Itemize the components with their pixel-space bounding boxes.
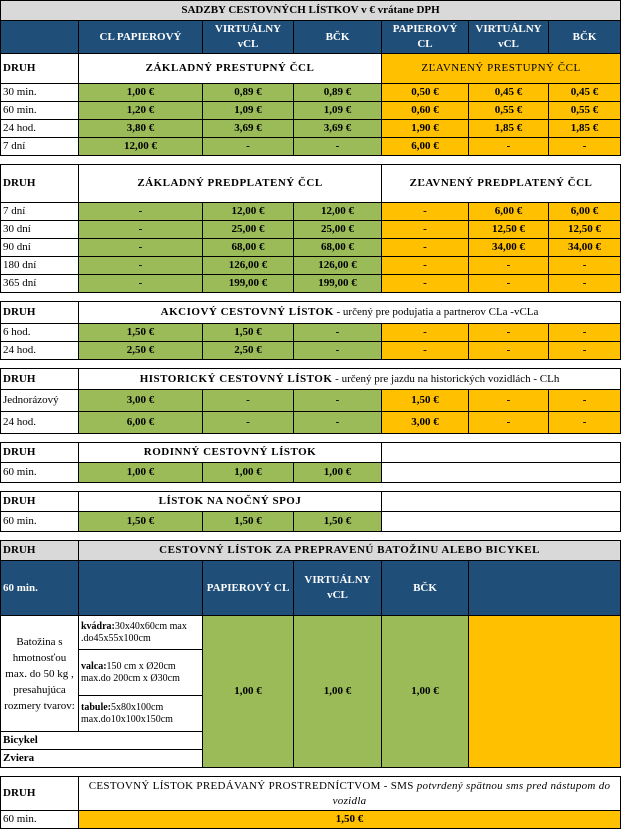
luggage-kvadra xyxy=(79,616,203,650)
section-historic xyxy=(79,369,621,390)
empty-cell xyxy=(382,512,621,532)
price-cell: 12,50 € xyxy=(469,221,549,239)
price-cell: - xyxy=(469,324,549,342)
historic-title: HISTORICKÝ CESTOVNÝ LÍSTOK xyxy=(139,372,333,385)
luggage-price-bck: 1,00 € xyxy=(382,616,469,768)
price-cell: 12,00 € xyxy=(203,203,294,221)
table-row xyxy=(1,342,621,360)
price-cell: - xyxy=(79,275,203,293)
price-cell: 3,80 € xyxy=(79,120,203,138)
luggage-header-bck: BČK xyxy=(382,561,469,616)
kvadra-text: 30x40x60cm max .do45x55x100cm xyxy=(81,620,187,644)
spacer xyxy=(1,483,621,492)
price-cell: 199,00 € xyxy=(294,275,382,293)
tabule-text: 5x80x100cm max.do10x100x150cm xyxy=(81,701,173,725)
tabule-label: tabule: xyxy=(81,701,111,713)
sms-note: potvrdený spätnou sms pred nástupom do vozidla xyxy=(332,779,611,807)
price-cell: 199,00 € xyxy=(203,275,294,293)
price-cell: 3,00 € xyxy=(79,390,203,412)
price-cell: 1,00 € xyxy=(79,463,203,483)
price-cell: - xyxy=(79,257,203,275)
historic-subtitle: - určený pre jazdu na historických vozidlách - CLh xyxy=(332,372,560,385)
header-empty xyxy=(79,561,203,616)
table-row xyxy=(1,257,621,275)
price-cell: 1,00 € xyxy=(294,463,382,483)
header-virtual: VIRTUÁLNY vCL xyxy=(203,21,294,54)
price-cell: - xyxy=(382,221,469,239)
sms-title: CESTOVNÝ LÍSTOK PREDÁVANÝ PROSTREDNÍCTVOM - SMS xyxy=(88,779,414,792)
price-cell: 126,00 € xyxy=(294,257,382,275)
price-cell: 3,69 € xyxy=(294,120,382,138)
header-empty xyxy=(1,21,79,54)
luggage-description: Batožina s hmotnosťou max. do 50 kg , presahujúca rozmery tvarov: xyxy=(1,616,79,732)
price-cell: 0,60 € xyxy=(382,102,469,120)
section-sms xyxy=(79,777,621,811)
table-row xyxy=(1,120,621,138)
spacer xyxy=(1,434,621,443)
price-cell: 2,50 € xyxy=(79,342,203,360)
price-cell: - xyxy=(469,412,549,434)
price-cell: - xyxy=(469,342,549,360)
price-cell: - xyxy=(469,275,549,293)
table-row xyxy=(1,275,621,293)
section-base-transfer: ZÁKLADNÝ PRESTUPNÝ ČCL xyxy=(79,54,382,84)
price-cell: 1,50 € xyxy=(79,324,203,342)
table-row xyxy=(1,84,621,102)
promo-subtitle: - určený pre podujatia a partnerov CLa -vCLa xyxy=(333,306,539,318)
druh-label: DRUH xyxy=(1,165,79,203)
price-cell: - xyxy=(203,412,294,434)
promo-title: AKCIOVÝ CESTOVNÝ LÍSTOK xyxy=(160,306,334,318)
table-row xyxy=(1,203,621,221)
price-cell: 68,00 € xyxy=(203,239,294,257)
header-virtual-reduced: VIRTUÁLNY vCL xyxy=(469,21,549,54)
luggage-reduced-empty xyxy=(469,616,621,768)
price-cell: 12,00 € xyxy=(79,138,203,156)
price-cell: - xyxy=(382,239,469,257)
price-cell: 12,50 € xyxy=(549,221,621,239)
price-cell: - xyxy=(294,342,382,360)
price-cell: 34,00 € xyxy=(549,239,621,257)
row-label: 365 dní xyxy=(1,275,79,293)
luggage-header-virtual: VIRTUÁLNY vCL xyxy=(294,561,382,616)
row-label: 30 min. xyxy=(1,84,79,102)
price-cell: - xyxy=(469,257,549,275)
price-cell: 1,50 € xyxy=(382,390,469,412)
row-label: Jednorázový xyxy=(1,390,79,412)
section-reduced-transfer: ZĽAVNENÝ PRESTUPNÝ ČCL xyxy=(382,54,621,84)
druh-label: DRUH xyxy=(1,541,79,561)
price-cell: - xyxy=(469,138,549,156)
price-cell: - xyxy=(294,138,382,156)
luggage-price-virtual: 1,00 € xyxy=(294,616,382,768)
druh-label: DRUH xyxy=(1,302,79,324)
druh-label: DRUH xyxy=(1,443,79,463)
price-cell: - xyxy=(79,203,203,221)
price-cell: - xyxy=(549,412,621,434)
price-cell: 2,50 € xyxy=(203,342,294,360)
kvadra-label: kvádra: xyxy=(81,620,115,632)
luggage-price-paper: 1,00 € xyxy=(203,616,294,768)
header-bck-reduced: BČK xyxy=(549,21,621,54)
animal-label: Zviera xyxy=(1,750,203,768)
spacer xyxy=(1,532,621,541)
spacer xyxy=(1,360,621,369)
price-cell: 0,89 € xyxy=(203,84,294,102)
price-cell: 1,00 € xyxy=(203,463,294,483)
table-row xyxy=(1,412,621,434)
luggage-header-paper: PAPIEROVÝ CL xyxy=(203,561,294,616)
druh-label: DRUH xyxy=(1,54,79,84)
price-cell: - xyxy=(79,239,203,257)
header-bck: BČK xyxy=(294,21,382,54)
luggage-tabule xyxy=(79,696,203,732)
price-cell: 0,50 € xyxy=(382,84,469,102)
price-cell: - xyxy=(549,342,621,360)
empty-cell xyxy=(382,443,621,463)
row-label: 60 min. xyxy=(1,811,79,829)
druh-label: DRUH xyxy=(1,369,79,390)
row-label: 90 dní xyxy=(1,239,79,257)
price-cell: 0,55 € xyxy=(549,102,621,120)
section-base-subscription: ZÁKLADNÝ PREDPLATENÝ ČCL xyxy=(79,165,382,203)
row-label: 30 dní xyxy=(1,221,79,239)
price-cell: - xyxy=(203,138,294,156)
price-cell: 34,00 € xyxy=(469,239,549,257)
row-label: 6 hod. xyxy=(1,324,79,342)
price-cell: 25,00 € xyxy=(203,221,294,239)
bicycle-label: Bicykel xyxy=(1,732,203,750)
price-cell: - xyxy=(294,390,382,412)
luggage-valca xyxy=(79,650,203,696)
price-cell: 1,50 € xyxy=(203,324,294,342)
price-cell: - xyxy=(382,203,469,221)
price-cell: 6,00 € xyxy=(469,203,549,221)
row-label: 60 min. xyxy=(1,512,79,532)
empty-cell xyxy=(382,463,621,483)
header-paper: CL PAPIEROVÝ xyxy=(79,21,203,54)
price-cell: 1,85 € xyxy=(469,120,549,138)
spacer xyxy=(1,768,621,777)
header-empty xyxy=(469,561,621,616)
price-cell: 1,50 € xyxy=(294,512,382,532)
price-cell: 1,09 € xyxy=(294,102,382,120)
price-cell: 1,20 € xyxy=(79,102,203,120)
price-cell: 0,89 € xyxy=(294,84,382,102)
valca-label: valca: xyxy=(81,660,107,672)
row-label: 7 dní xyxy=(1,203,79,221)
price-cell: 126,00 € xyxy=(203,257,294,275)
price-cell: - xyxy=(382,275,469,293)
row-label: 24 hod. xyxy=(1,412,79,434)
price-cell: 0,45 € xyxy=(469,84,549,102)
table-row xyxy=(1,138,621,156)
page-title: SADZBY CESTOVNÝCH LÍSTKOV v € vrátane DPH xyxy=(1,1,621,21)
luggage-duration: 60 min. xyxy=(1,561,79,616)
empty-cell xyxy=(382,492,621,512)
row-label: 7 dní xyxy=(1,138,79,156)
price-cell: - xyxy=(294,412,382,434)
section-family: RODINNÝ CESTOVNÝ LÍSTOK xyxy=(79,443,382,463)
section-reduced-subscription: ZĽAVNENÝ PREDPLATENÝ ČCL xyxy=(382,165,621,203)
valca-text: 150 cm x Ø20cm max.do 200cm x Ø30cm xyxy=(81,660,180,684)
table-row xyxy=(1,221,621,239)
price-cell: - xyxy=(549,324,621,342)
price-cell: 68,00 € xyxy=(294,239,382,257)
price-cell: 6,00 € xyxy=(549,203,621,221)
row-label: 24 hod. xyxy=(1,342,79,360)
spacer xyxy=(1,293,621,302)
table-row xyxy=(1,324,621,342)
price-cell: - xyxy=(382,257,469,275)
row-label: 60 min. xyxy=(1,463,79,483)
price-cell: 1,50 € xyxy=(79,512,203,532)
price-cell: 3,00 € xyxy=(382,412,469,434)
price-cell: 0,55 € xyxy=(469,102,549,120)
table-row xyxy=(1,102,621,120)
spacer xyxy=(1,156,621,165)
price-cell: - xyxy=(549,275,621,293)
price-cell: - xyxy=(382,342,469,360)
price-cell: - xyxy=(203,390,294,412)
row-label: 60 min. xyxy=(1,102,79,120)
price-cell: - xyxy=(79,221,203,239)
price-cell: 1,09 € xyxy=(203,102,294,120)
price-cell: 6,00 € xyxy=(382,138,469,156)
druh-label: DRUH xyxy=(1,492,79,512)
header-paper-reduced: PAPIEROVÝ CL xyxy=(382,21,469,54)
price-cell: - xyxy=(382,324,469,342)
price-cell: 1,85 € xyxy=(549,120,621,138)
section-night: LÍSTOK NA NOČNÝ SPOJ xyxy=(79,492,382,512)
price-cell: 1,00 € xyxy=(79,84,203,102)
price-cell: 12,00 € xyxy=(294,203,382,221)
section-luggage: CESTOVNÝ LÍSTOK ZA PREPRAVENÚ BATOŽINU ALEBO BICYKEL xyxy=(79,541,621,561)
price-cell: 1,90 € xyxy=(382,120,469,138)
price-cell: - xyxy=(294,324,382,342)
sms-price: 1,50 € xyxy=(79,811,621,829)
table-row xyxy=(1,239,621,257)
price-cell: 6,00 € xyxy=(79,412,203,434)
price-cell: 3,69 € xyxy=(203,120,294,138)
table-row xyxy=(1,390,621,412)
price-cell: 0,45 € xyxy=(549,84,621,102)
price-cell: - xyxy=(549,390,621,412)
price-cell: 1,50 € xyxy=(203,512,294,532)
section-promo xyxy=(79,302,621,324)
druh-label: DRUH xyxy=(1,777,79,811)
price-cell: - xyxy=(469,390,549,412)
price-cell: 25,00 € xyxy=(294,221,382,239)
price-cell: - xyxy=(549,138,621,156)
row-label: 24 hod. xyxy=(1,120,79,138)
price-cell: - xyxy=(549,257,621,275)
row-label: 180 dní xyxy=(1,257,79,275)
